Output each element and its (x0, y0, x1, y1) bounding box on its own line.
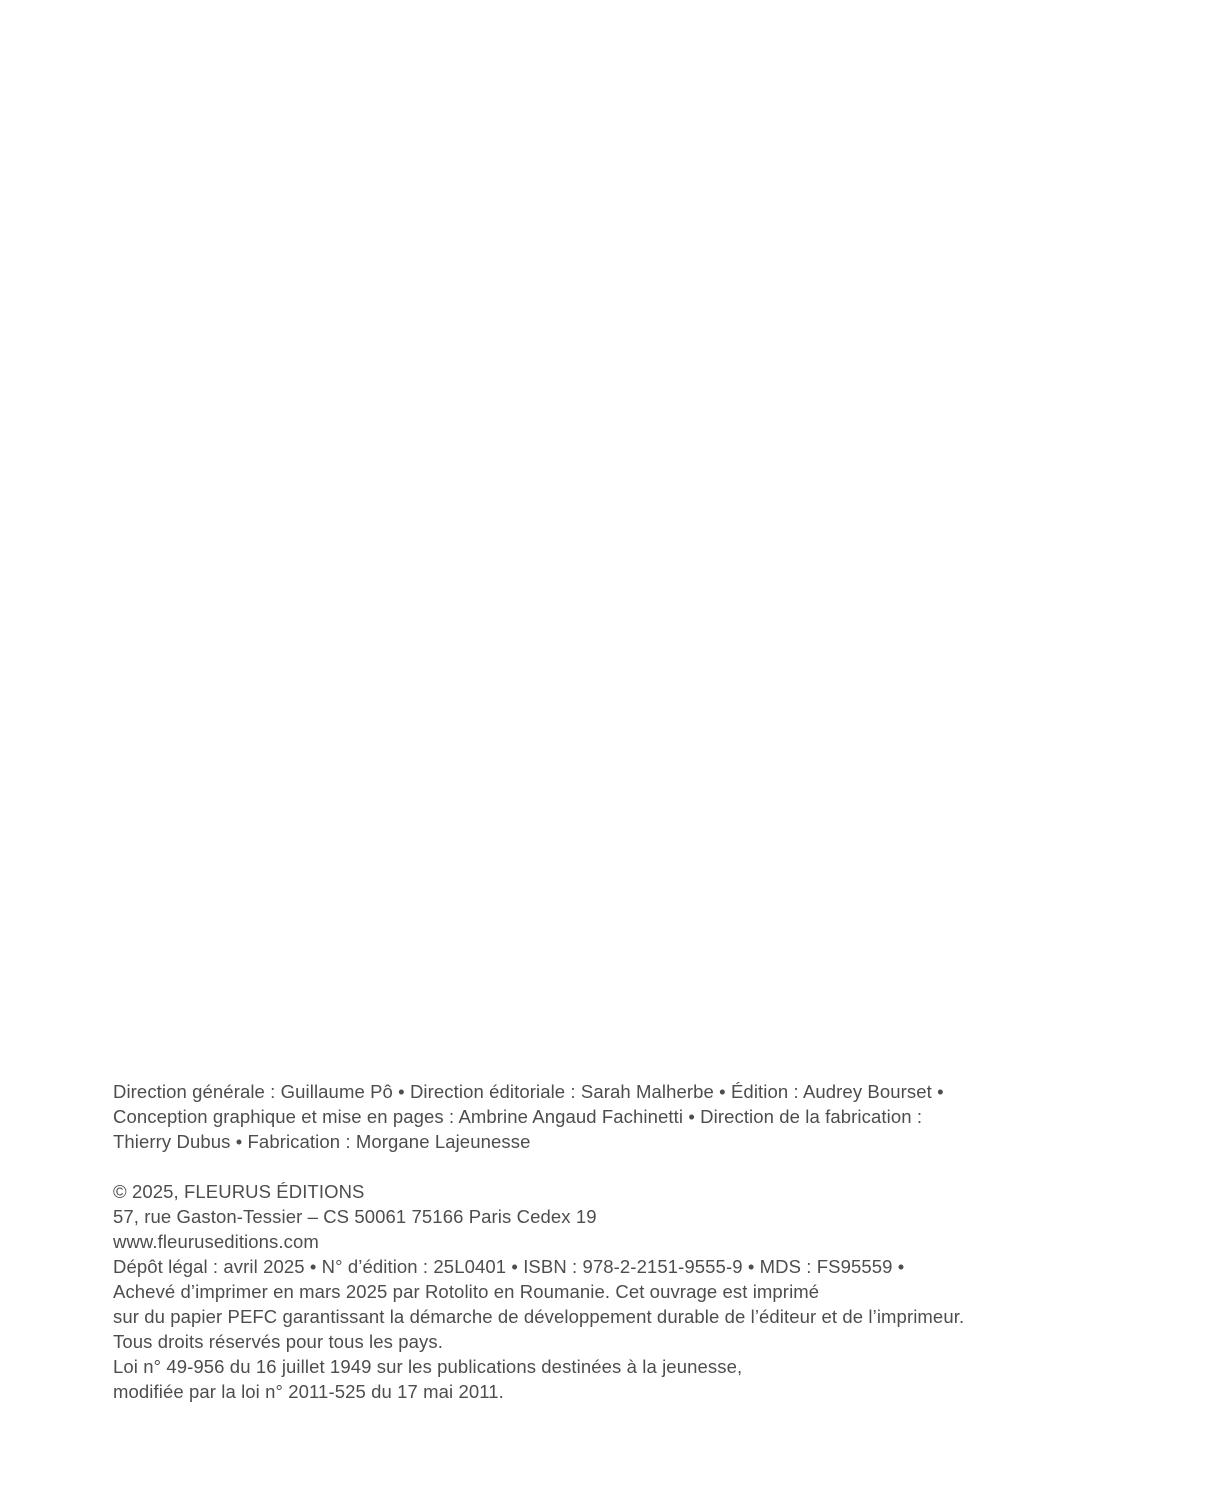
credits-line: Conception graphique et mise en pages : Ambrine Angaud Fachinetti • Direction de la fabrication : (113, 1106, 923, 1127)
law-amendment-line: modifiée par la loi n° 2011-525 du 17 mai 2011. (113, 1381, 504, 1402)
legal-deposit-line: Dépôt légal : avril 2025 • N° d’édition : 25L0401 • ISBN : 978-2-2151-9555-9 • MDS : FS95559 • (113, 1256, 905, 1277)
rights-line: Tous droits réservés pour tous les pays. (113, 1331, 443, 1352)
paper-line: sur du papier PEFC garantissant la démarche de développement durable de l’éditeur et de l’imprimeur. (113, 1306, 965, 1327)
copyright-line: © 2025, FLEURUS ÉDITIONS (113, 1181, 365, 1202)
colophon (113, 1079, 1073, 1404)
printing-line: Achevé d’imprimer en mars 2025 par Rotolito en Roumanie. Cet ouvrage est imprimé (113, 1281, 820, 1302)
address-line: 57, rue Gaston-Tessier – CS 50061 75166 Paris Cedex 19 (113, 1206, 597, 1227)
credits-paragraph (113, 1079, 1073, 1154)
credits-line: Direction générale : Guillaume Pô • Direction éditoriale : Sarah Malherbe • Édition : Audrey Bourset • (113, 1081, 944, 1102)
publisher-paragraph (113, 1179, 1073, 1404)
law-line: Loi n° 49-956 du 16 juillet 1949 sur les publications destinées à la jeunesse, (113, 1356, 743, 1377)
credits-line: Thierry Dubus • Fabrication : Morgane Lajeunesse (113, 1131, 531, 1152)
website-line: www.fleuruseditions.com (113, 1231, 319, 1252)
